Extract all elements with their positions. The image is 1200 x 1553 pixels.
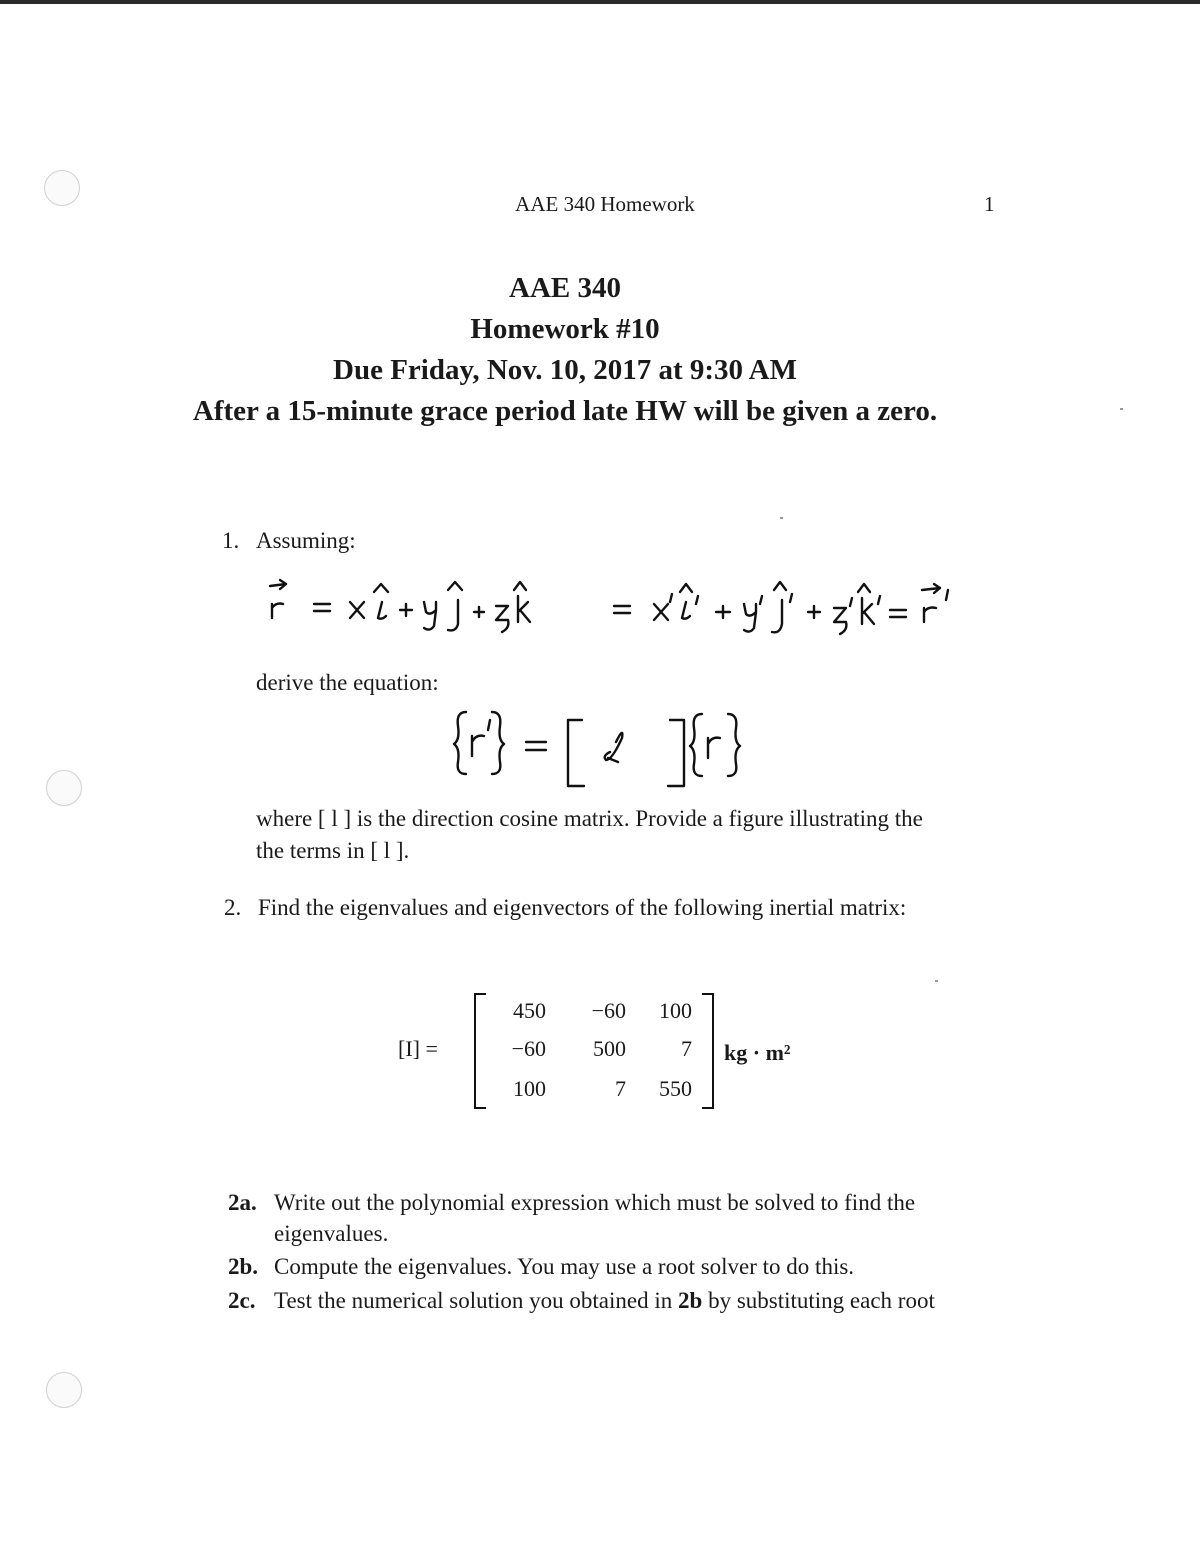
due-date: Due Friday, Nov. 10, 2017 at 9:30 AM [333,354,797,386]
handwritten-position-equation [268,578,1038,650]
part-2a-line-2: eigenvalues. [274,1221,389,1246]
part-2c-text-start: Test the numerical solution you obtained in [274,1288,679,1313]
scan-speck [780,517,783,519]
part-2c-text-end: by substituting each root [702,1288,935,1313]
part-2c-ref: 2b [678,1288,703,1313]
problem-1-intro: Assuming: [256,528,356,553]
matrix-cell: 550 [659,1076,692,1101]
title-block [0,268,1130,432]
matrix-cell: 450 [513,998,546,1023]
late-policy: After a 15-minute grace period late HW will be given a zero. [192,395,938,427]
part-2a-line-1: Write out the polynomial expression which must be solved to find the [274,1190,916,1215]
matrix-cell: −60 [591,998,626,1023]
part-2b-line-1: Compute the eigenvalues. You may use a root solver to do this. [274,1254,855,1279]
matrix-right-bracket [702,993,714,1109]
matrix-cell: −60 [511,1036,546,1061]
part-2c-line-1 [274,1288,935,1314]
matrix-cell: 7 [681,1036,692,1061]
scan-edge [0,0,1200,4]
matrix-left-bracket [474,993,486,1109]
problem-2-text: Find the eigenvalues and eigenvectors of the following inertial matrix: [258,895,907,920]
running-header-title: AAE 340 Homework [515,192,695,216]
matrix-cell: 100 [659,998,692,1023]
binder-hole [46,1372,82,1408]
handwritten-transform-equation [452,706,792,792]
part-2b-label: 2b. [228,1254,259,1279]
binder-hole [46,770,82,806]
derive-label: derive the equation: [256,670,439,695]
course-title: AAE 340 [509,272,621,304]
matrix-cell: 7 [615,1076,626,1101]
part-2c-label: 2c. [228,1288,256,1313]
matrix-units: kg · m² [724,1040,791,1065]
part-2a-label: 2a. [228,1190,257,1215]
problem-1-number: 1. [222,528,240,553]
problem-1-where-line-2: the terms in [ l ]. [256,838,410,863]
matrix-cell: 100 [513,1076,546,1101]
problem-2-number: 2. [224,895,242,920]
problem-1-where-line-1: where [ l ] is the direction cosine matrix. Provide a figure illustrating the [256,806,923,831]
assignment-title: Homework #10 [470,313,660,345]
matrix-label: [I] = [398,1036,438,1061]
matrix-cell: 500 [593,1036,626,1061]
page-number: 1 [984,192,995,216]
scan-speck [935,980,938,982]
